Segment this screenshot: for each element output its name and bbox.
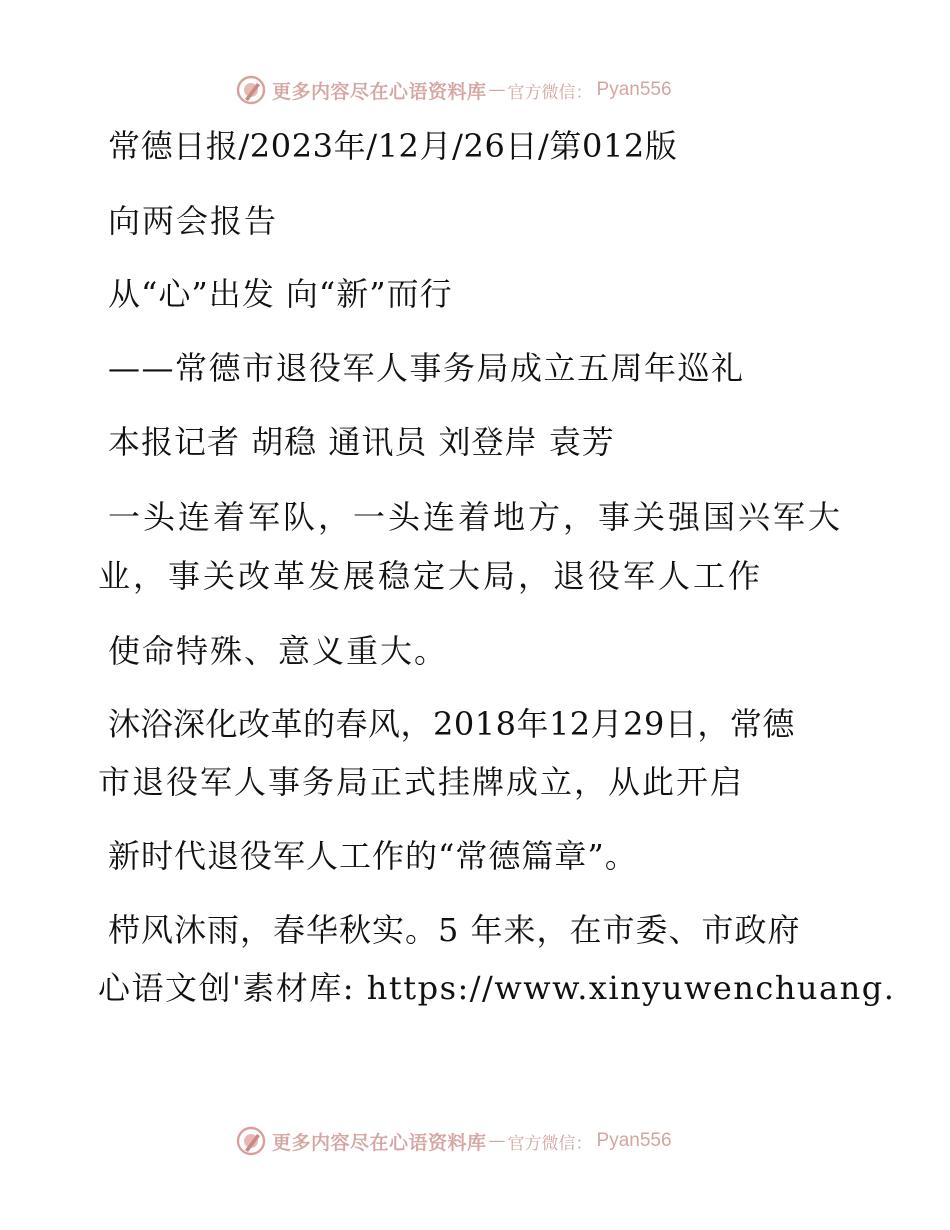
watermark-banner-top — [236, 73, 672, 107]
watermark-wechat-id: Pyan556 — [596, 1130, 672, 1151]
pen-logo-icon — [236, 75, 266, 105]
article-subtitle: ——常德市退役军人事务局成立五周年巡礼 — [108, 349, 745, 387]
article-title: 从“心”出发 向“新”而行 — [108, 275, 453, 313]
watermark-separator: — — [488, 1131, 506, 1151]
watermark-wechat-label: 官方微信： — [507, 1133, 593, 1154]
source-url-line: 心语文创'素材库: https://www.xinyuwenchuang. — [98, 969, 896, 1007]
watermark-text: 更多内容尽在心语资料库 — [272, 80, 487, 103]
byline: 本报记者 胡稳 通讯员 刘登岸 袁芳 — [108, 423, 615, 461]
pen-logo-icon — [236, 1126, 266, 1156]
watermark-wechat-label: 官方微信： — [507, 82, 593, 103]
paragraph-line: 沐浴深化改革的春风，2018年12月29日，常德 — [108, 705, 795, 743]
section-heading: 向两会报告 — [108, 202, 279, 240]
paragraph-line: 市退役军人事务局正式挂牌成立，从此开启 — [98, 763, 745, 801]
paragraph-line: 新时代退役军人工作的“常德篇章”。 — [108, 837, 638, 875]
paragraph-line: 一头连着军队，一头连着地方，事关强国兴军大 — [108, 498, 844, 536]
paragraph-line: 栉风沐雨，春华秋实。5 年来，在市委、市政府 — [108, 911, 801, 949]
watermark-separator: — — [488, 80, 506, 100]
paragraph-line: 业，事关改革发展稳定大局，退役军人工作 — [98, 557, 764, 595]
paragraph-line: 使命特殊、意义重大。 — [108, 632, 449, 670]
watermark-text: 更多内容尽在心语资料库 — [272, 1131, 487, 1154]
newspaper-source-line: 常德日报/2023年/12月/26日/第012版 — [108, 127, 678, 165]
watermark-banner-bottom — [236, 1124, 672, 1158]
watermark-wechat-id: Pyan556 — [596, 79, 672, 100]
